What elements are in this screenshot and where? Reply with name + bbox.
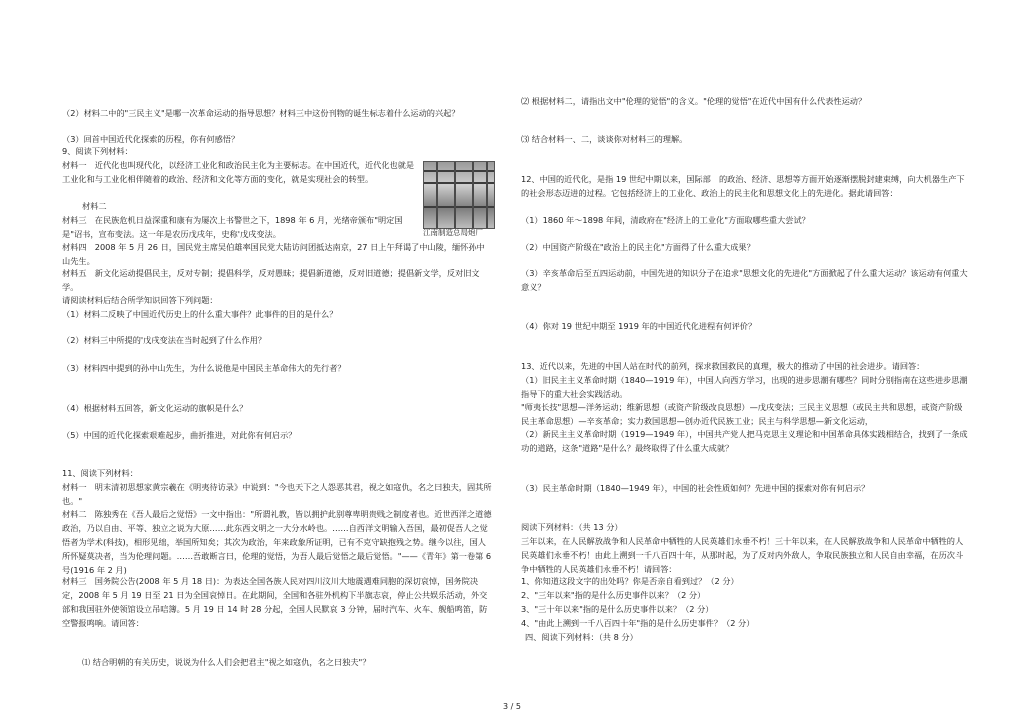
material-3: 材料三 在民族危机日益深重和康有为屡次上书警世之下，1898 年 6 月，光绪帝颁布"明定国是"诏书，宣布变法。这一年是农历戊戌年，史称'戊戌变法。 — [62, 215, 403, 239]
factory-photo — [423, 161, 495, 229]
question-12: 12、中国的近代化，是指 19 世纪中期以来，国际部 的政治、经济、思想等方面开始逐渐摆脱封建束缚，向大机器生产下的社会形态迈进的过程。它包括经济上的工业化、政治上的民主化和思想文化上的先进化。据此请回答： — [521, 174, 965, 198]
material-2-label: 材料二 — [82, 201, 107, 211]
question-9-1: （1）材料二反映了中国近代历史上的什么重大事件？此事件的目的是什么？ — [62, 309, 338, 319]
page-number: 3 / 5 — [503, 702, 521, 711]
question-11-3: ⑶ 结合材料一、二，谈谈你对材料三的理解。 — [521, 134, 688, 144]
question-13-answer: "师夷长技"思想—洋务运动；维新思想（或资产阶级改良思想）—戊戌变法；三民主义思想（或民主共和思想，或资产阶级民主革命思想）—辛亥革命；实力救国思想—创办近代民族工业；民主与科学思想—新文化运动， — [521, 402, 963, 426]
question-13-1: （1）旧民主主义革命时期（1840—1919 年），中国人向西方学习，出现的进步思潮有哪些？同时分别指南在这些进步思潮指导下的重大社会实践活动。 — [521, 375, 968, 399]
question-11-material-1: 材料一 明末清初思想家黄宗羲在《明夷待访录》中说到："今也天下之人怨恶其君，视之如寇仇，名之曰独夫，固其所也。" — [62, 482, 492, 506]
question-9-heading: 9、阅读下列材料： — [62, 146, 133, 156]
question-8-part-3: （3）回首中国近代化探索的历程，你有何感悟？ — [62, 134, 240, 144]
reading-question-4: 4、"由此上溯到一千八百四十年"指的是什么历史事件？（2 分） — [521, 618, 755, 628]
reading-question-1: 1、你知道这段文字的出处吗？你是否亲自看到过？（2 分） — [521, 576, 739, 586]
material-5: 材料五 新文化运动提倡民主，反对专制；提倡科学，反对愚昧；提倡新道德，反对旧道德；提倡新文学，反对旧文学。 — [62, 268, 480, 292]
question-12-1: （1）1860 年～1898 年间，清政府在"经济上的工业化"方面取哪些重大尝试？ — [521, 215, 810, 225]
question-11-1: ⑴ 结合明朝的有关历史，说说为什么人们会把君主"视之如寇仇，名之曰独夫"？ — [82, 657, 371, 667]
question-9-3: （3）材料四中提到的孙中山先生，为什么说他是中国民主革命伟大的先行者？ — [62, 363, 346, 373]
question-11-2: ⑵ 根据材料二，请指出文中"伦理的觉悟"的含义。"伦理的觉悟"在近代中国有什么代表性运动？ — [521, 96, 867, 106]
question-9-2: （2）材料三中所提的'戊戌变法在当时起到了什么作用？ — [62, 335, 266, 345]
question-9-5: （5）中国的近代化探索艰难起步，曲折推进，对此你有何启示？ — [62, 430, 297, 440]
question-12-2: （2）中国资产阶级在"政治上的民主化"方面得了什么重大成果？ — [521, 242, 755, 252]
question-13: 13、近代以来，先进的中国人站在时代的前列，探求救国救民的真理，极大的推动了中国的社会进步。请回答： — [521, 361, 925, 371]
question-12-3: （3）辛亥革命后至五四运动前，中国先进的知识分子在追求"思想文化的先进化"方面掀起了什么重大运动？该运动有何重大意义？ — [521, 268, 968, 292]
question-13-2: （2）新民主主义革命时期（1919—1949 年），中国共产党人把马克思主义理论和中国革命具体实践相结合，找到了一条成功的道路，这条"道路"是什么？最终取得了什么重大成就？ — [521, 429, 968, 453]
photo-caption: 江南制造总局炮厂 — [423, 228, 483, 237]
question-11-material-3: 材料三 国务院公告(2008 年 5 月 18 日)：为表达全国各族人民对四川汶川大地震遇难同胞的深切哀悼，国务院决定，2008 年 5 月 19 日至 21 日为全国哀悼日。在此期间，全国和各驻外机构下半旗志哀，停止公共娱乐活动，外交部和我国驻外使领馆设立吊唁簿。5 月 19 日 14 时 28 分起，全国人民默哀 3 分钟，届时汽车、火车、舰船鸣笛，防空警报鸣响。请回答： — [62, 576, 488, 628]
instruction: 请阅读材料后结合所学知识回答下列问题： — [62, 295, 218, 305]
question-11-material-2: 材料二 陈独秀在《吾人最后之觉悟》一文中指出："所谓礼教，皆以拥护此别尊卑明贵贱之制度者也。近世西洋之道德政治，乃以自由、平等、独立之说为大原……此东西文明之一大分水岭也。……自西洋文明输入吾国，最初促吾人之觉悟者为学术(科技)，相形见绌，举国所知矣；其次为政治，年来政象所证明，已有不克守缺抱残之势。继今以往，国人所怀疑莫决者，当为伦理问题。……吾敢断言曰，伦理的觉悟，为吾人最后觉悟之最后觉悟。"——《青年》第一卷第 6 号(1916 年 2 月) — [62, 509, 492, 575]
material-4: 材料四 2008 年 5 月 26 日，国民党主席吴伯雄率国民党大陆访问团抵达南京，27 日上午拜谒了中山陵，缅怀孙中山先生。 — [62, 242, 485, 266]
reading-heading: 阅读下列材料：（共 13 分） — [521, 522, 623, 532]
material-1: 材料一 近代化也叫现代化，以经济工业化和政治民主化为主要标志。在中国近代，近代化也就是工业化和与工业化相伴随着的政治、经济和文化等方面的变化，就是实现社会的转型。 — [62, 160, 415, 184]
question-12-4: （4）你对 19 世纪中期至 1919 年的中国近代化进程有何评价？ — [521, 321, 757, 331]
question-11-heading: 11、阅读下列材料： — [62, 468, 138, 478]
reading-question-3: 3、"三十年以来"指的是什么历史事件以来？（2 分） — [521, 604, 714, 614]
section-4-heading: 四、阅读下列材料：（共 8 分） — [525, 632, 638, 642]
reading-question-2: 2、"三年以来"指的是什么历史事件以来？（2 分） — [521, 590, 706, 600]
question-8-part-2: （2）材料二中的"三民主义"是哪一次革命运动的指导思想？材料三中这份刊物的诞生标志着什么运动的兴起？ — [62, 108, 460, 118]
question-9-4: （4）根据材料五回答，新文化运动的旗帜是什么？ — [62, 403, 248, 413]
question-13-3: （3）民主革命时期（1840—1949 年），中国的社会性质如何？先进中国的探索对你有何启示？ — [521, 483, 870, 493]
reading-passage: 三年以来，在人民解放战争和人民革命中牺牲的人民英雄们永垂不朽！三十年以来，在人民解放战争和人民革命中牺牲的人民英雄们永垂不朽！由此上溯到一千八百四十年，从那时起，为了反对内外敌人，争取民族独立和人民自由幸福，在历次斗争中牺牲的人民英雄们永垂不朽！请回答： — [521, 536, 964, 574]
